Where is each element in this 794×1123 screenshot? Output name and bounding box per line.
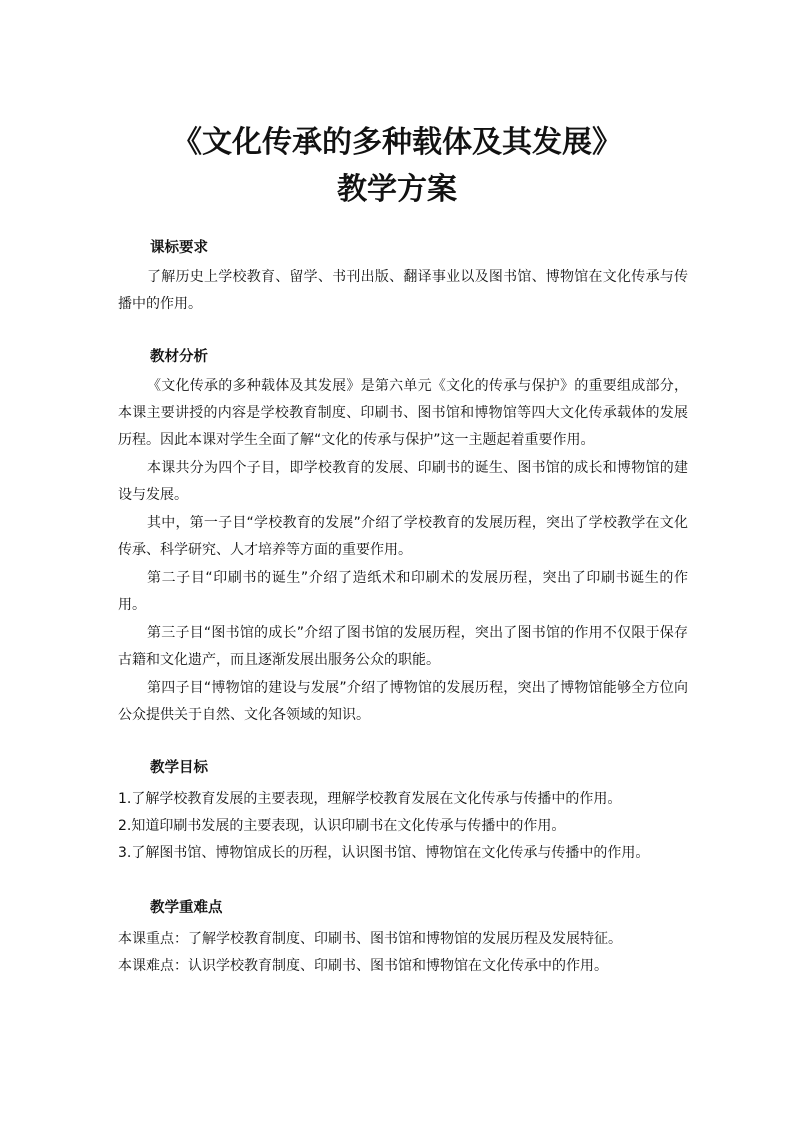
section-heading-key-points: 教学重难点: [150, 900, 223, 916]
document-subtitle: 教学方案: [337, 172, 457, 207]
analysis-paragraph: 第二子目“印刷书的诞生”介绍了造纸术和印刷术的发展历程，突出了印刷书诞生的作用。: [118, 570, 688, 613]
analysis-paragraph: 第三子目“图书馆的成长”介绍了图书馆的发展历程，突出了图书馆的作用不仅限于保存古籍和文化遗产，而且逐渐发展出服务公众的职能。: [118, 625, 688, 668]
objective-item: 2.知道印刷书发展的主要表现，认识印刷书在文化传承与传播中的作用。: [118, 818, 566, 834]
objective-item: 1.了解学校教育发展的主要表现，理解学校教育发展在文化传承与传播中的作用。: [118, 791, 622, 807]
analysis-paragraph: 本课共分为四个子目，即学校教育的发展、印刷书的诞生、图书馆的成长和博物馆的建设与发展。: [118, 460, 688, 503]
document-title: 《文化传承的多种载体及其发展》: [172, 125, 622, 160]
section-heading-analysis: 教材分析: [150, 349, 208, 365]
analysis-paragraph: 第四子目“博物馆的建设与发展”介绍了博物馆的发展历程，突出了博物馆能够全方位向公众提供关于自然、文化各领域的知识。: [118, 680, 688, 723]
analysis-paragraph: 《文化传承的多种载体及其发展》是第六单元《文化的传承与保护》的重要组成部分，本课主要讲授的内容是学校教育制度、印刷书、图书馆和博物馆等四大文化传承载体的发展历程。因此本课对学生全面了解“文化的传承与保护”这一主题起着重要作用。: [118, 378, 688, 448]
section-heading-curriculum: 课标要求: [150, 240, 208, 256]
objective-item: 3.了解图书馆、博物馆成长的历程，认识图书馆、博物馆在文化传承与传播中的作用。: [118, 845, 650, 861]
key-point-item: 本课重点：了解学校教育制度、印刷书、图书馆和博物馆的发展历程及发展特征。: [118, 931, 622, 947]
section-heading-objectives: 教学目标: [150, 760, 208, 776]
key-point-item: 本课难点：认识学校教育制度、印刷书、图书馆和博物馆在文化传承中的作用。: [118, 958, 608, 974]
analysis-paragraph: 其中，第一子目“学校教育的发展”介绍了学校教育的发展历程，突出了学校教学在文化传承、科学研究、人才培养等方面的重要作用。: [118, 515, 688, 558]
curriculum-paragraph: 了解历史上学校教育、留学、书刊出版、翻译事业以及图书馆、博物馆在文化传承与传播中的作用。: [118, 269, 688, 312]
